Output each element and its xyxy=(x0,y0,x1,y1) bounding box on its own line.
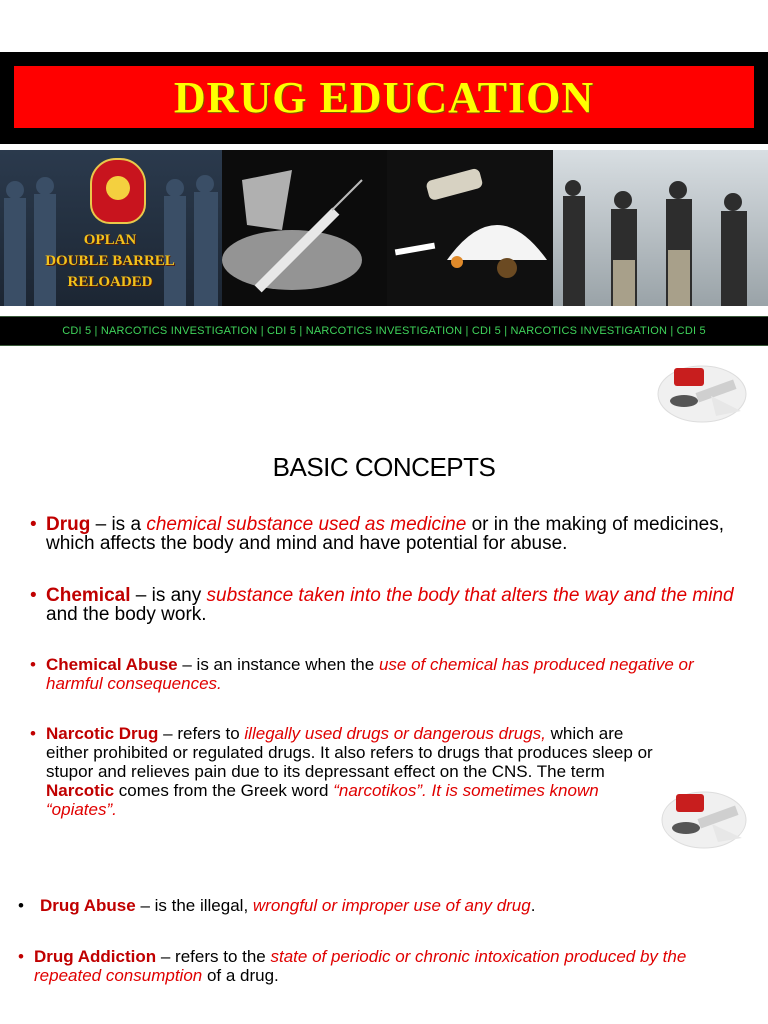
drug-paraphernalia-icon xyxy=(660,784,748,852)
title-box xyxy=(14,66,754,128)
list-item-chemical: • Chemical – is any substance taken into the body that alters the way and the mind and the body work. xyxy=(30,585,734,625)
banner-images xyxy=(0,150,768,306)
list-item-narcotic-drug: • Narcotic Drug – refers to illegally used drugs or dangerous drugs, which are either prohibited or regulated drugs. It also refers to drugs that produces sleep or stupor and relieves pain due to its depressant effect on the CNS. The term Narcotic comes from the Greek word “narcotikos”. It is sometimes known “opiates”. xyxy=(30,724,653,819)
course-ticker: CDI 5 | NARCOTICS INVESTIGATION | CDI 5 | NARCOTICS INVESTIGATION | CDI 5 | NARCOTICS INVESTIGATION | CDI 5 xyxy=(0,316,768,346)
list-item-drug-addiction: • Drug Addiction – refers to the state of periodic or chronic intoxication produced by the repeated consumption of a drug. xyxy=(18,947,687,985)
banner-panel-police xyxy=(0,150,222,306)
armed-agents-icon xyxy=(553,150,768,306)
list-item-chemical-abuse: • Chemical Abuse – is an instance when the use of chemical has produced negative or harmful consequences. xyxy=(30,655,694,693)
oplan-caption xyxy=(20,230,200,293)
syringe-icon xyxy=(222,150,387,306)
list-item-drug: • Drug – is a chemical substance used as medicine or in the making of medicines, which affects the body and mind and have potential for abuse. xyxy=(30,514,725,554)
banner-panel-syringe xyxy=(222,150,387,306)
powder-pile-icon xyxy=(387,150,553,306)
oplan-line-3: RELOADED xyxy=(67,274,153,290)
pnp-seal-icon xyxy=(90,158,146,224)
oplan-line-2: DOUBLE BARREL xyxy=(45,253,175,269)
drug-paraphernalia-icon xyxy=(656,356,748,426)
banner-panel-agents xyxy=(553,150,768,306)
page-title: DRUG EDUCATION xyxy=(173,72,595,122)
oplan-line-1: OPLAN xyxy=(83,232,137,248)
banner-panel-powder xyxy=(387,150,553,306)
list-item-drug-abuse: • Drug Abuse – is the illegal, wrongful or improper use of any drug. xyxy=(18,896,536,915)
section-heading: BASIC CONCEPTS xyxy=(272,452,496,482)
